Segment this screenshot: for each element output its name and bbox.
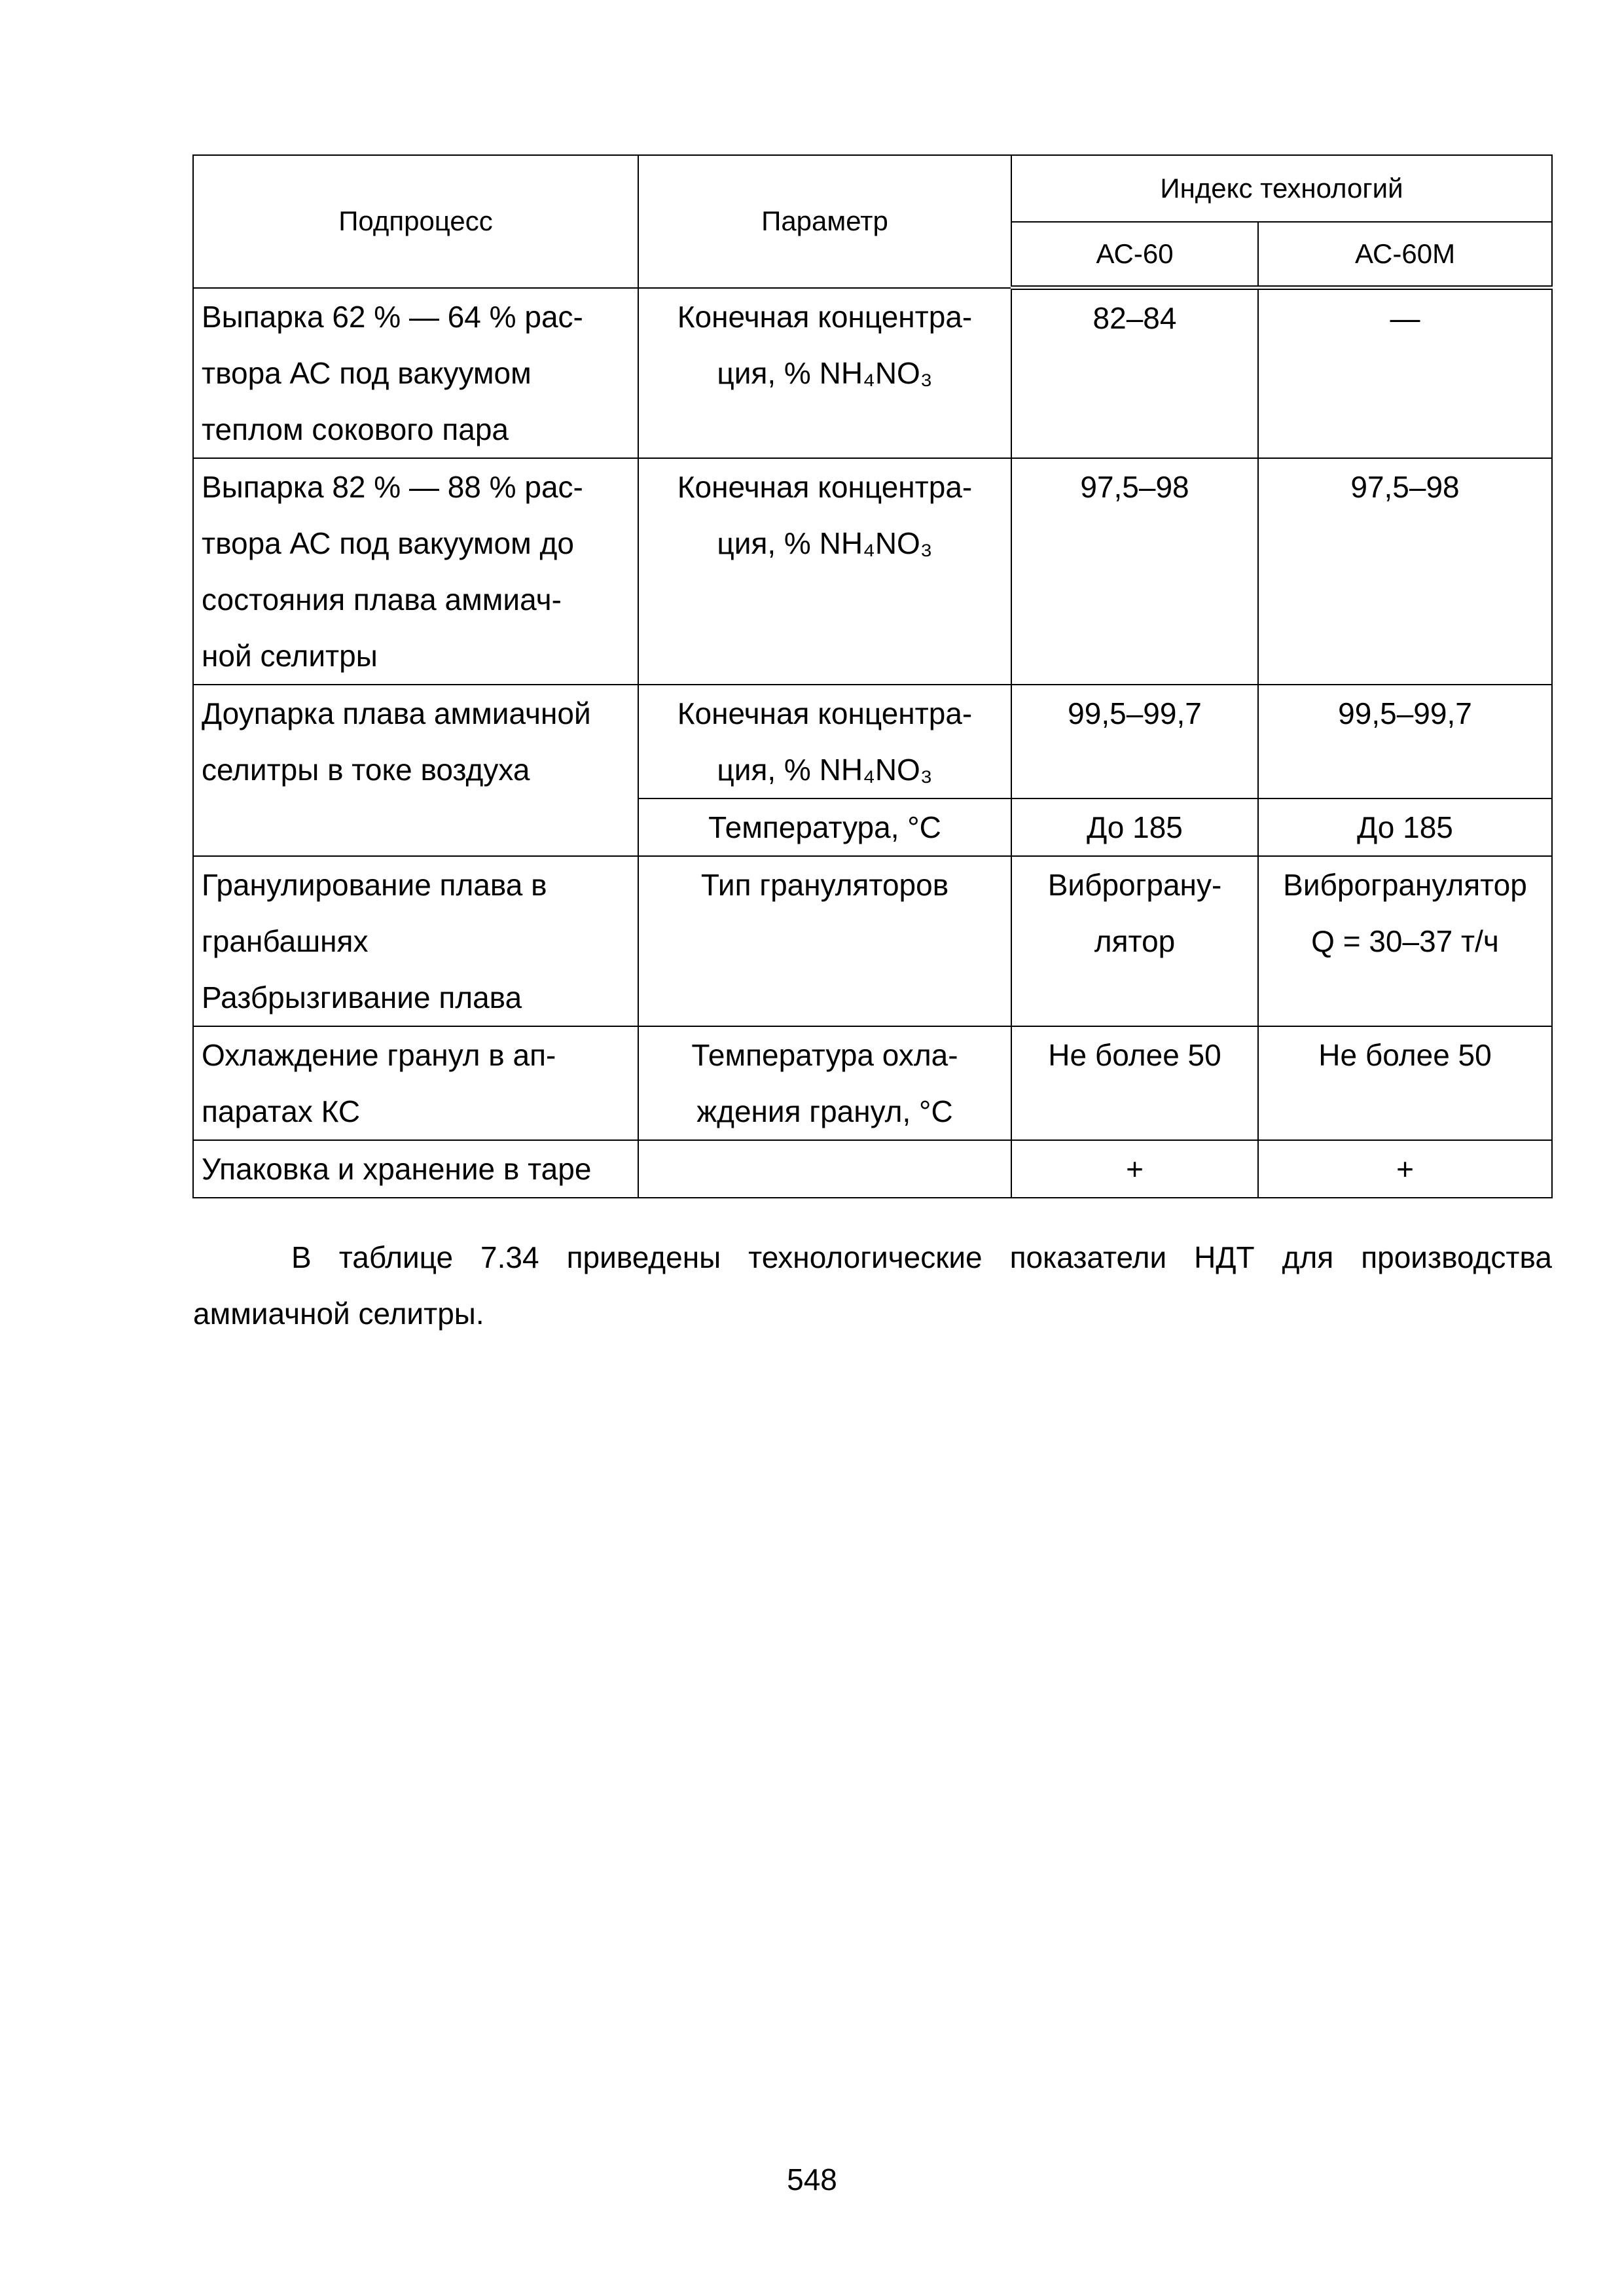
cell-subprocess: Доупарка плава аммиачной селитры в токе воздуха bbox=[193, 685, 638, 856]
cell-ac60m: 99,5–99,7 bbox=[1258, 685, 1552, 798]
table-row bbox=[193, 856, 1552, 1026]
cell-ac60: До 185 bbox=[1011, 798, 1258, 856]
cell-ac60m: Не более 50 bbox=[1258, 1026, 1552, 1140]
cell-ac60m: — bbox=[1258, 288, 1552, 458]
table-row bbox=[193, 685, 1552, 798]
table-row bbox=[193, 1026, 1552, 1140]
cell-subprocess: Гранулирование плава в гранбашнях Разбрызгивание плава bbox=[193, 856, 638, 1026]
body-paragraph: В таблице 7.34 приведены технологические показатели НДТ для производства аммиачной селитры. bbox=[193, 1240, 1552, 1331]
cell-ac60m: + bbox=[1258, 1140, 1552, 1198]
header-subprocess: Подпроцесс bbox=[193, 155, 638, 288]
table-row bbox=[193, 288, 1552, 458]
technology-table bbox=[192, 154, 1553, 1198]
table-row bbox=[193, 1140, 1552, 1198]
cell-subprocess: Охлаждение гранул в ап- паратах КС bbox=[193, 1026, 638, 1140]
header-index-group: Индекс технологий bbox=[1011, 155, 1552, 222]
cell-subprocess: Выпарка 62 % — 64 % рас- твора АС под вакуумом теплом сокового пара bbox=[193, 288, 638, 458]
cell-subprocess: Выпарка 82 % — 88 % рас- твора АС под вакуумом до состояния плава аммиач- ной селитры bbox=[193, 458, 638, 685]
cell-subprocess: Упаковка и хранение в таре bbox=[193, 1140, 638, 1198]
cell-parameter: Температура охла- ждения гранул, °С bbox=[638, 1026, 1011, 1140]
cell-ac60m: До 185 bbox=[1258, 798, 1552, 856]
header-col-ac60: АС-60 bbox=[1011, 222, 1258, 288]
cell-parameter bbox=[638, 1140, 1011, 1198]
page-number: 548 bbox=[787, 2162, 837, 2197]
cell-parameter: Конечная концентра- ция, % NH₄NO₃ bbox=[638, 288, 1011, 458]
cell-ac60: + bbox=[1011, 1140, 1258, 1198]
cell-ac60: 82–84 bbox=[1011, 288, 1258, 458]
cell-ac60: 97,5–98 bbox=[1011, 458, 1258, 685]
cell-parameter: Конечная концентра- ция, % NH₄NO₃ bbox=[638, 458, 1011, 685]
cell-parameter: Температура, °С bbox=[638, 798, 1011, 856]
cell-parameter: Конечная концентра- ция, % NH₄NO₃ bbox=[638, 685, 1011, 798]
cell-ac60m: 97,5–98 bbox=[1258, 458, 1552, 685]
header-col-ac60m: АС-60М bbox=[1258, 222, 1552, 288]
cell-parameter: Тип грануляторов bbox=[638, 856, 1011, 1026]
cell-ac60m: Виброгранулятор Q = 30–37 т/ч bbox=[1258, 856, 1552, 1026]
cell-ac60: 99,5–99,7 bbox=[1011, 685, 1258, 798]
cell-ac60: Не более 50 bbox=[1011, 1026, 1258, 1140]
cell-ac60: Виброграну- лятор bbox=[1011, 856, 1258, 1026]
table-row bbox=[193, 458, 1552, 685]
header-parameter: Параметр bbox=[638, 155, 1011, 288]
